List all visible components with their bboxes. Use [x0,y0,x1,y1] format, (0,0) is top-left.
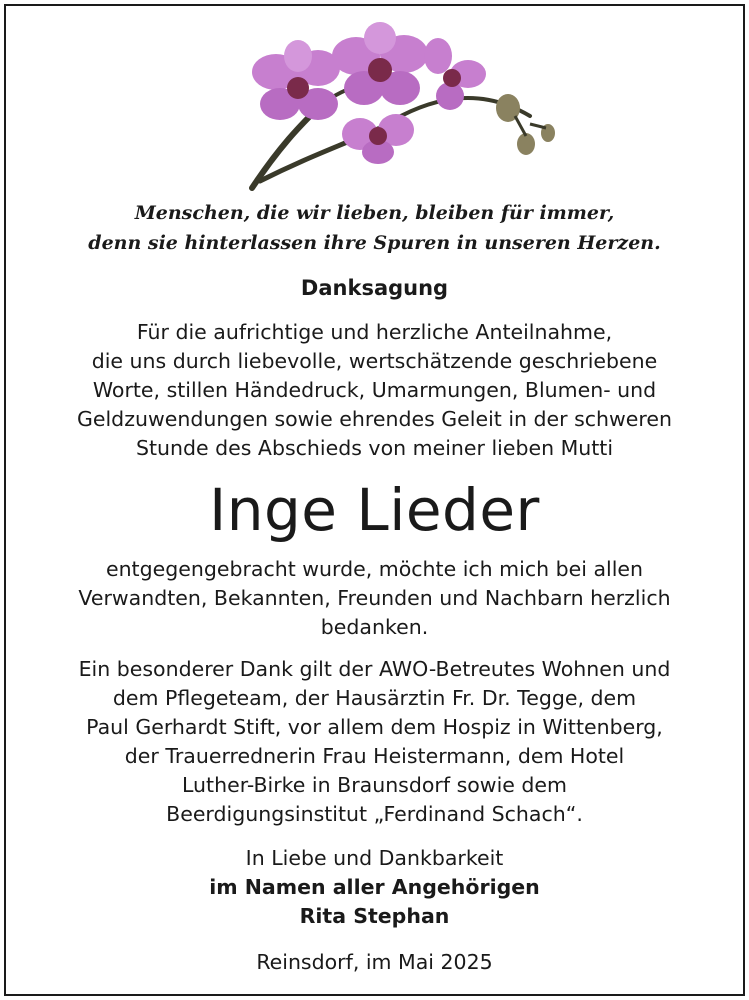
closing-relatives: im Namen aller Angehörigen [209,875,540,899]
special-thanks-line: Beerdigungsinstitut „Ferdinand Schach“. [166,802,583,826]
after-name-line: bedanken. [320,615,429,639]
intro-line: Stunde des Abschieds von meiner lieben Mutti [135,436,614,460]
quote-line-2: denn sie hinterlassen ihre Spuren in unseren Herzen. [88,232,661,254]
after-name-line: Verwandten, Bekannten, Freunden und Nachbarn herzlich [78,586,671,610]
quote-line-1: Menschen, die wir lieben, bleiben für immer, [134,202,615,224]
place-date: Reinsdorf, im Mai 2025 [256,950,493,974]
after-name-line: entgegengebracht wurde, möchte ich mich bei allen [105,557,644,581]
special-thanks-line: Luther-Birke in Braunsdorf sowie dem [182,773,567,797]
heading-danksagung: Danksagung [300,276,449,300]
special-thanks-line: Paul Gerhardt Stift, vor allem dem Hospiz in Wittenberg, [86,715,663,739]
intro-line: Geldzuwendungen sowie ehrendes Geleit in der schweren [76,407,673,431]
special-thanks-line: der Trauerrednerin Frau Heistermann, dem Hotel [124,744,625,768]
intro-line: die uns durch liebevolle, wertschätzende geschriebene [91,349,658,373]
special-thanks-line: Ein besonderer Dank gilt der AWO-Betreutes Wohnen und [78,657,671,681]
intro-line: Für die aufrichtige und herzliche Anteilnahme, [136,320,613,344]
orchid-image [230,16,570,196]
intro-line: Worte, stillen Händedruck, Umarmungen, Blumen- und [92,378,657,402]
signature: Rita Stephan [299,904,450,928]
deceased-name: Inge Lieder [209,476,540,544]
closing-line: In Liebe und Dankbarkeit [245,846,504,870]
special-thanks-line: dem Pflegeteam, der Hausärztin Fr. Dr. Tegge, dem [112,686,637,710]
